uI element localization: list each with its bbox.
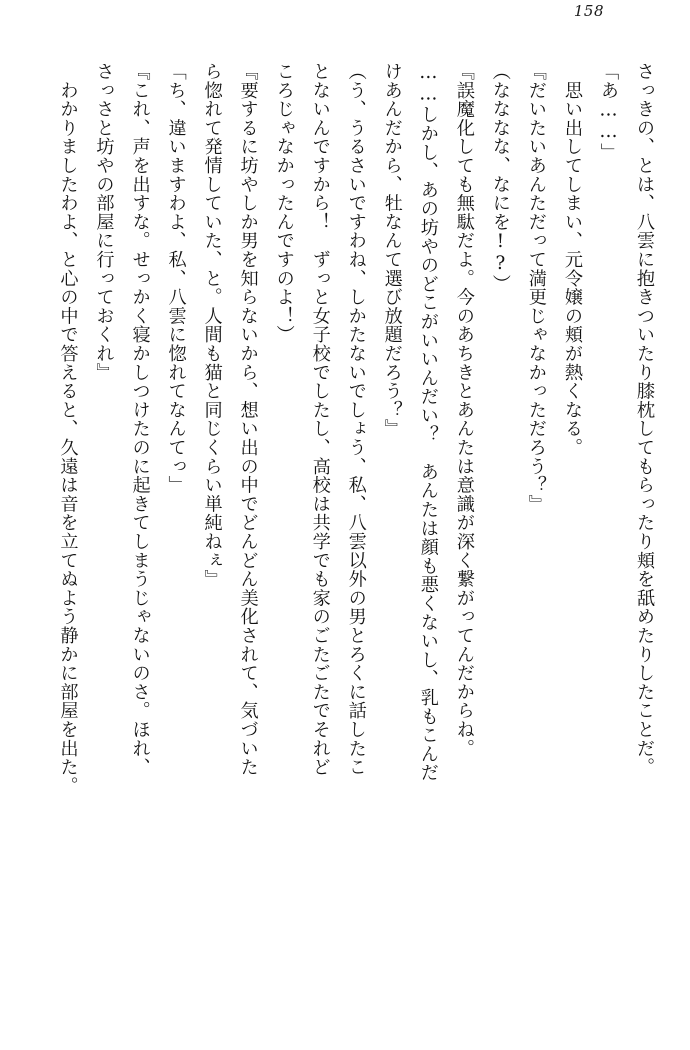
text-line: ……しかし、あの坊やのどこがいいんだい？ あんたは顔も悪くないし、乳もこんだ — [417, 62, 439, 782]
text-line: （う、うるさいですわね、しかたないでしょう、私、八雲以外の男とろくに話したこ — [345, 62, 367, 777]
text-line: 『誤魔化しても無駄だよ。今のあちきとあんたは意識が深く繋がってんだからね。 — [453, 62, 475, 758]
text-line: 「ち、違いますわよ、私、八雲に惚れてなんてっ」 — [165, 62, 187, 495]
text-line: さっさと坊やの部屋に行っておくれ』 — [93, 62, 115, 382]
text-line: さっきの、とは、八雲に抱きついたり膝枕してもらったり頬を舐めたりしたことだ。 — [634, 62, 655, 777]
text-line: 思い出してしまい、元令嬢の頬が熱くなる。 — [561, 62, 583, 457]
text-line: 『だいたいあんただって満更じゃなかっただろう？』 — [525, 62, 547, 514]
text-line: とないんですから！ ずっと女子校でしたし、高校は共学でも家のごたごたでそれど — [309, 62, 331, 777]
text-line: ら惚れて発情していた、と。人間も猫と同じくらい単純ねぇ』 — [201, 62, 223, 589]
text-line: 『要するに坊やしか男を知らないから、想い出の中でどんどん美化されて、気づいた — [237, 62, 259, 777]
page-number: 158 — [573, 2, 604, 20]
text-line: わかりましたわよ、と心の中で答えると、久遠は音を立てぬよう静かに部屋を出た。 — [57, 62, 79, 796]
text-line: 「あ……」 — [597, 62, 619, 162]
body-text — [22, 62, 662, 1037]
text-line: （なななな、なにを!?） — [489, 62, 511, 294]
text-line: 『これ、声を出すな。せっかく寝かしつけたのに起きてしまうじゃないのさ。ほれ、 — [129, 62, 151, 777]
text-line: けあんだから、牡なんて選び放題だろう？』 — [381, 62, 403, 438]
text-line: ころじゃなかったんですのよ！） — [273, 62, 295, 344]
